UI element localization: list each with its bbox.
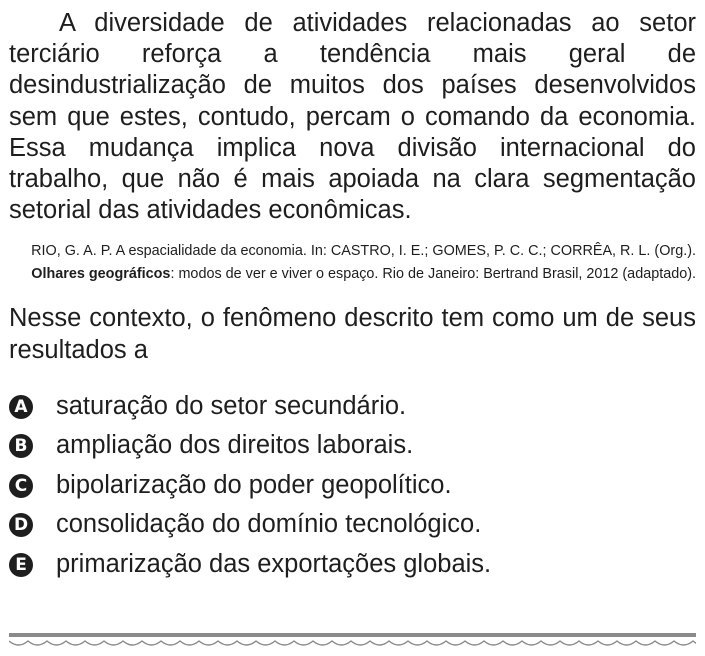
wavy-divider — [9, 632, 696, 656]
option-e-text: primarização das exportações globais. — [56, 549, 492, 578]
option-b-text: ampliação dos direitos laborais. — [56, 431, 414, 460]
option-e-letter-badge: E — [9, 553, 33, 577]
citation-prefix: RIO, G. A. P. A espacialidade da economia. In: CASTRO, I. E.; GOMES, P. C. C.; CORRÊA, R. L. (Org.). — [31, 243, 696, 260]
option-d-letter-badge: D — [9, 513, 33, 537]
citation-suffix: : modos de ver e viver o espaço. Rio de Janeiro: Bertrand Brasil, 2012 (adaptado). — [170, 266, 696, 283]
option-d[interactable] — [9, 505, 696, 545]
citation — [9, 240, 696, 286]
option-c-letter-badge: C — [9, 474, 33, 498]
option-c-text: bipolarização do poder geopolítico. — [56, 470, 452, 499]
question-prompt: Nesse contexto, o fenômeno descrito tem como um de seus resultados a — [9, 304, 696, 364]
divider-bar — [9, 633, 696, 637]
passage-text: A diversidade de atividades relacionadas ao setor terciário reforça a tendência mais geral de desindustrialização de muitos dos países desenvolvidos sem que estes, contudo, percam o comando da economia. Essa mudança implica nova divisão internacional do trabalho, que não é mais apoiada na clara segmentação setorial das atividades econômicas. — [9, 9, 696, 225]
option-a-text: saturação do setor secundário. — [56, 391, 407, 420]
option-c[interactable] — [9, 466, 696, 506]
option-a[interactable] — [9, 387, 696, 427]
divider-wave — [9, 641, 696, 645]
option-d-text: consolidação do domínio tecnológico. — [56, 510, 482, 539]
option-e[interactable] — [9, 545, 696, 585]
option-b-letter-badge: B — [9, 434, 33, 458]
answer-options — [9, 387, 696, 585]
option-a-letter-badge: A — [9, 395, 33, 419]
question-page — [9, 8, 696, 584]
option-b[interactable] — [9, 426, 696, 466]
citation-book-title: Olhares geográficos — [31, 266, 171, 283]
